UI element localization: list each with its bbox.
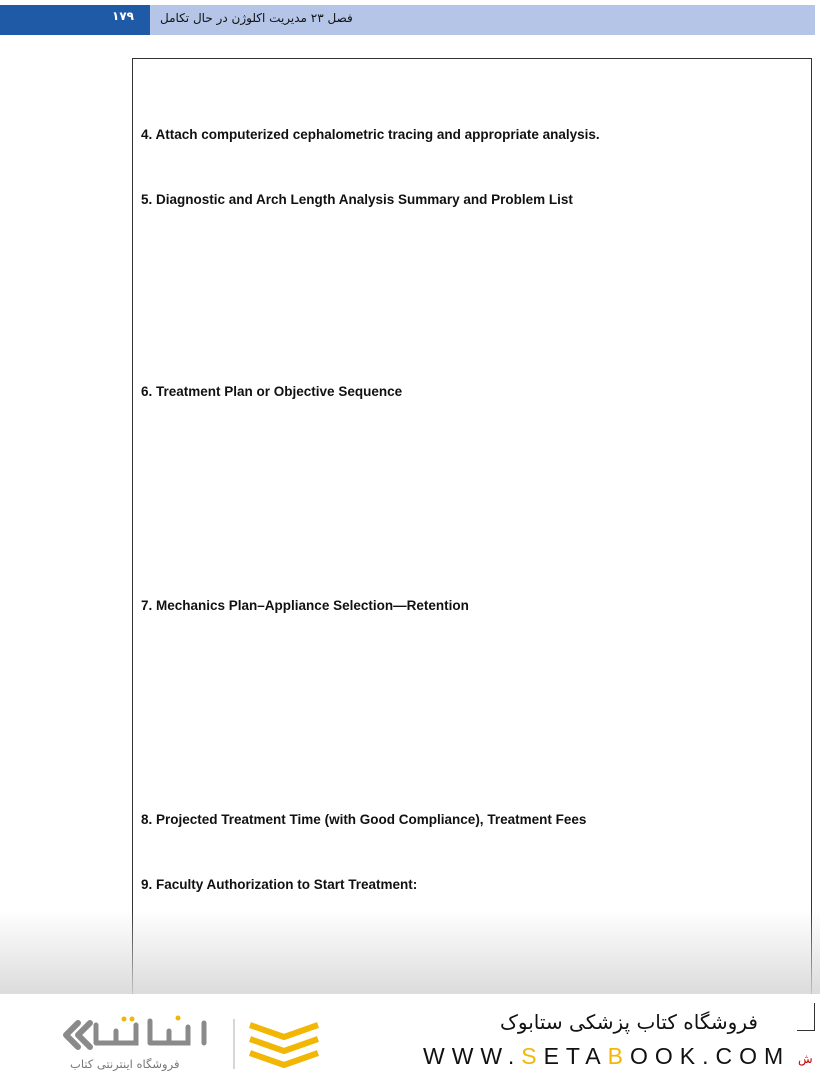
watermark-fade — [0, 910, 820, 1000]
form-item-5: 5. Diagnostic and Arch Length Analysis Summary and Problem List — [141, 192, 573, 207]
side-mark: ش — [798, 1052, 813, 1066]
form-item-9: 9. Faculty Authorization to Start Treatment: — [141, 877, 418, 892]
chapter-title: فصل ۲۳ مدیریت اکلوژن در حال تکامل — [160, 11, 353, 25]
store-name: فروشگاه کتاب پزشکی ستابوک — [500, 1010, 758, 1034]
treatment-form-box — [132, 58, 812, 1058]
page-number: ۱۷۹ — [112, 9, 134, 23]
page-edge-line — [797, 1003, 815, 1031]
form-item-6: 6. Treatment Plan or Objective Sequence — [141, 384, 403, 399]
form-item-4: 4. Attach computerized cephalometric tracing and appropriate analysis. — [141, 127, 600, 142]
logo-subtitle: فروشگاه اینترنتی کتاب — [70, 1057, 180, 1071]
form-item-8: 8. Projected Treatment Time (with Good Compliance), Treatment Fees — [141, 812, 587, 827]
store-url[interactable]: WWW.SETABOOK.COM — [423, 1043, 791, 1069]
form-item-7: 7. Mechanics Plan–Appliance Selection—Retention — [141, 598, 469, 613]
